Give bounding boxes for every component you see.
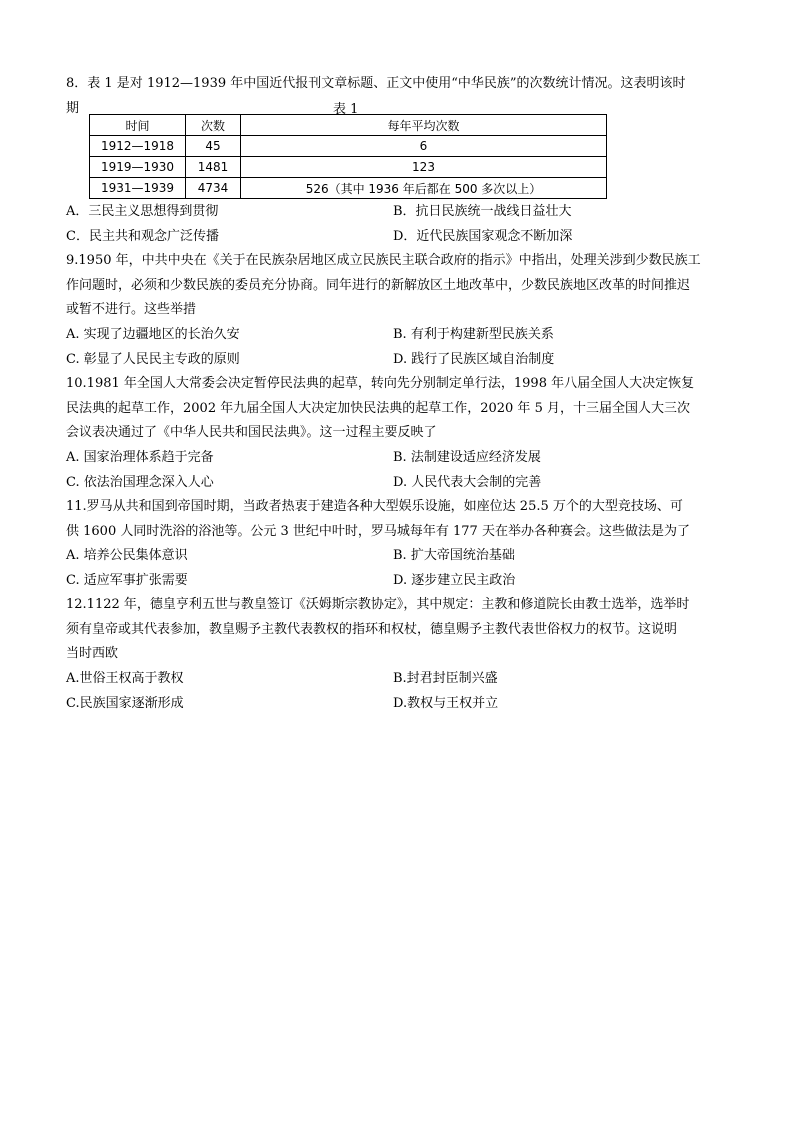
option-c[interactable]: C. 彰显了人民民主专政的原则 (66, 351, 240, 367)
table-cell: 4734 (186, 178, 241, 199)
table-row (90, 157, 607, 178)
option-d[interactable]: D．近代民族国家观念不断加深 (393, 228, 573, 244)
question-10-line: 10.1981 年全国人大常委会决定暂停民法典的起草，转向先分别制定单行法，1998 年八届全国人大决定恢复 (66, 376, 695, 391)
option-c[interactable]: C. 适应军事扩张需要 (66, 572, 188, 588)
question-12-line: 12.1122 年，德皇亨利五世与教皇签订《沃姆斯宗教协定》，其中规定：主教和修道院长由教士选举，选举时 (66, 597, 690, 612)
table-row (90, 178, 607, 199)
question-12 (66, 593, 730, 667)
question-12-line: 须有皇帝或其代表参加，教皇赐予主教代表教权的指环和权杖，德皇赐予主教代表世俗权力的权节。这说明 (66, 621, 678, 637)
option-b[interactable]: B. 有利于构建新型民族关系 (393, 327, 554, 342)
option-a[interactable]: A.世俗王权高于教权 (66, 671, 184, 686)
table-cell: 123 (241, 157, 607, 178)
option-a[interactable]: A. 实现了边疆地区的长治久安 (66, 327, 240, 342)
option-d[interactable]: D. 逐步建立民主政治 (393, 572, 516, 588)
question-9 (66, 249, 730, 323)
option-a[interactable]: A. 培养公民集体意识 (66, 548, 188, 563)
question-9-line: 或暂不进行。这些举措 (66, 302, 197, 317)
option-b[interactable]: B. 扩大帝国统治基础 (393, 548, 515, 563)
table-cell: 1481 (186, 157, 241, 178)
question-10 (66, 372, 730, 446)
option-c[interactable]: C.民族国家逐渐形成 (66, 695, 184, 711)
option-b[interactable]: B. 法制建设适应经济发展 (393, 450, 541, 465)
table-row (90, 136, 607, 157)
question-11-options (66, 544, 730, 593)
question-9-line: 9.1950 年，中共中央在《关于在民族杂居地区成立民族民主联合政府的指示》中指出，处理关涉到少数民族工 (66, 253, 701, 268)
question-11-line: 11.罗马从共和国到帝国时期，当政者热衷于建造各种大型娱乐设施，如座位达 25.5 万个的大型竞技场、可 (66, 499, 683, 514)
option-b[interactable]: B.封君封臣制兴盛 (393, 671, 498, 686)
question-8-options (66, 200, 730, 249)
option-a[interactable]: A．三民主义思想得到贯彻 (66, 204, 219, 219)
option-d[interactable]: D.教权与王权并立 (393, 695, 499, 711)
option-c[interactable]: C. 依法治国理念深入人心 (66, 474, 214, 490)
question-10-line: 民法典的起草工作，2002 年九届全国人大决定加快民法典的起草工作，2020 年 5 月，十三届全国人大三次 (66, 400, 690, 416)
table-cell: 1931—1939 (90, 178, 186, 199)
table-1-header-cell: 每年平均次数 (241, 115, 607, 136)
question-12-line: 当时西欧 (66, 646, 119, 661)
table-1-header-cell: 次数 (186, 115, 241, 136)
table-cell: 6 (241, 136, 607, 157)
option-a[interactable]: A. 国家治理体系趋于完备 (66, 450, 214, 465)
table-cell: 45 (186, 136, 241, 157)
question-10-options (66, 446, 730, 495)
table-1-caption: 表 1 (333, 102, 359, 117)
question-11-line: 供 1600 人同时洗浴的浴池等。公元 3 世纪中叶时，罗马城每年有 177 天在举办各种赛会。这些做法是为了 (66, 523, 690, 539)
table-cell: 1912—1918 (90, 136, 186, 157)
question-10-line: 会议表决通过了《中华人民共和国民法典》。这一过程主要反映了 (66, 425, 437, 440)
table-cell: 526（其中 1936 年后都在 500 多次以上） (241, 178, 607, 199)
table-1-header-cell: 时间 (90, 115, 186, 136)
question-8-line-1: 8．表 1 是对 1912—1939 年中国近代报刊文章标题、正文中使用“中华民族”的次数统计情况。这表明该时 (66, 76, 686, 91)
table-cell: 1919—1930 (90, 157, 186, 178)
question-11 (66, 495, 730, 544)
question-9-line: 作问题时，必须和少数民族的委员充分协商。同年进行的新解放区土地改革中，少数民族地区改革的时间推迟 (66, 277, 691, 293)
option-c[interactable]: C．民主共和观念广泛传播 (66, 228, 219, 244)
table-1-header-row (90, 115, 607, 136)
option-b[interactable]: B．抗日民族统一战线日益壮大 (393, 204, 572, 219)
option-d[interactable]: D. 践行了民族区域自治制度 (393, 351, 555, 367)
question-12-options (66, 667, 730, 716)
table-1 (89, 114, 607, 199)
question-9-options (66, 323, 730, 372)
question-8-line-2: 期 (66, 100, 80, 116)
option-d[interactable]: D. 人民代表大会制的完善 (393, 474, 542, 490)
